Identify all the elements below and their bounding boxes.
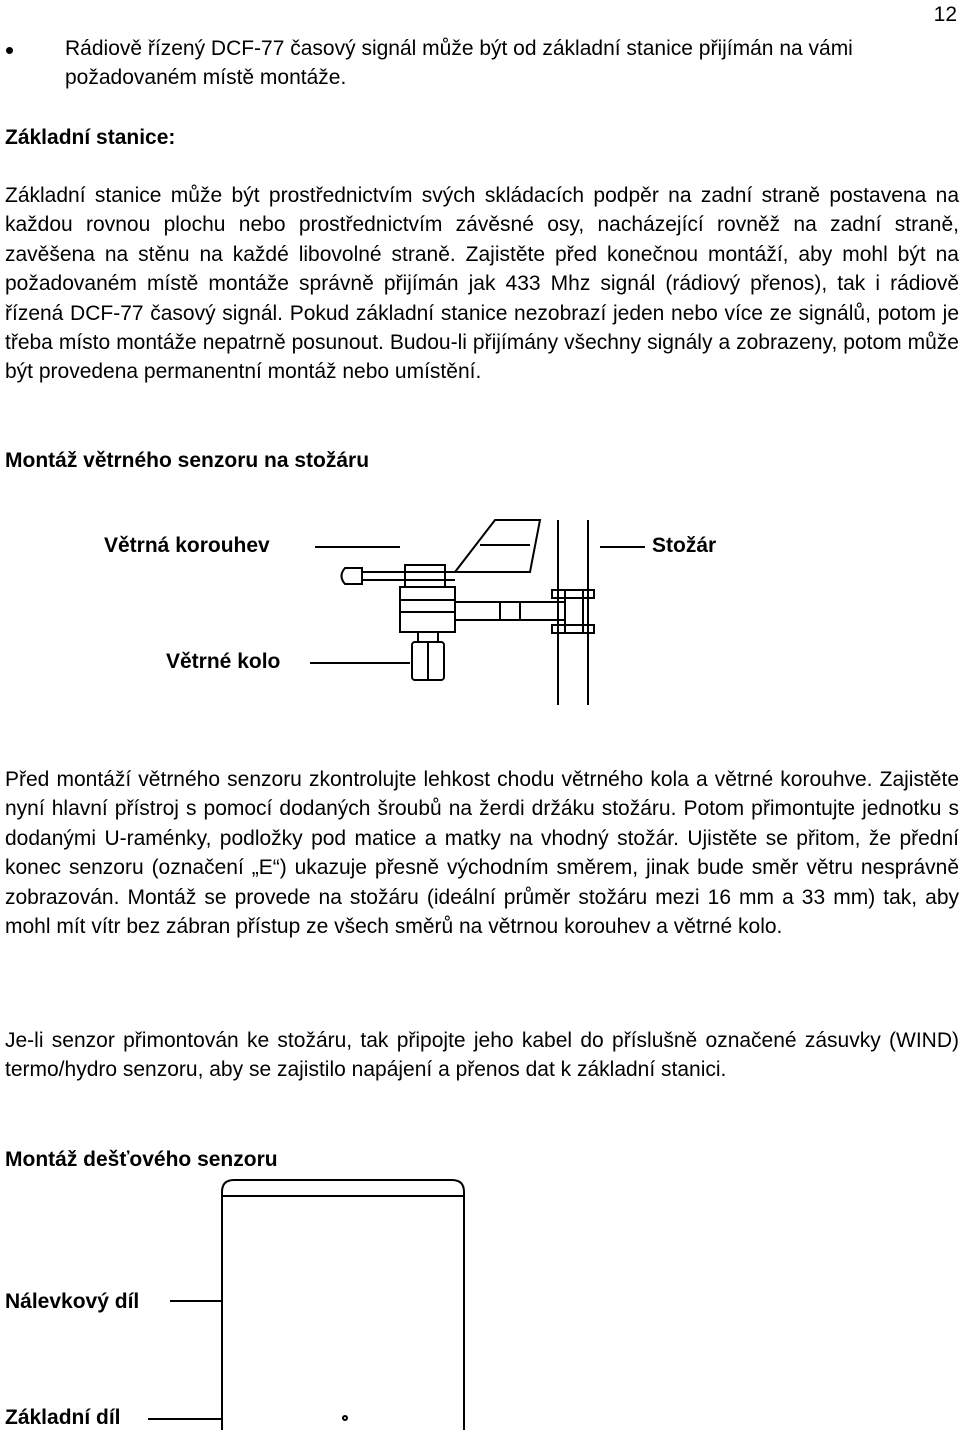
funnel-body: [222, 1180, 464, 1430]
label-wind-vane: Větrná korouhev: [104, 534, 270, 557]
label-funnel-part: Nálevkový díl: [5, 1290, 140, 1313]
vane-hub: [405, 565, 445, 587]
sensor-body: [400, 587, 455, 632]
bullet-dot: [6, 47, 13, 54]
bullet-text: Rádiově řízený DCF-77 časový signál může být od základní stanice přijímán na vámi požadovaném místě montáže.: [65, 37, 853, 90]
wind-sensor-paragraph-1: Před montáží větrného senzoru zkontrolujte lehkost chodu větrného kola a větrné korouhve. Zajistěte nyní hlavní přístroj s pomocí dodaných šroubů na žerdi držáku stožáru. Potom přimontujte jednotku s dodanými U-raménky, podložky pod matice a matky na vhodný stožár. Ujistěte se přitom, že přední konec senzoru (označení „E“) ukazuje přesně východním směrem, jinak bude směr větru nesprávně zobrazován. Montáž se provede na stožáru (ideální průměr stožáru mezi 16 mm a 33 mm) tak, aby mohl mít vítr bez zábran přístup ze všech směrů na větrnou korouhev a větrné kolo.: [5, 768, 959, 939]
label-mast: Stožár: [652, 534, 717, 557]
label-base-part: Základní díl: [5, 1406, 121, 1429]
vane-nose: [342, 568, 363, 584]
base-station-paragraph: Základní stanice může být prostřednictvím svých skládacích podpěr na zadní straně postavena na každou rovnou plochu nebo prostřednictvím závěsné osy, nacházející rovněž na zadní straně, zavěšena na stěnu na každé libovolné straně. Zajistěte před konečnou montáží, aby mohl být na požadovaném místě montáže správně přijímán jak 433 Mhz signál (rádiový přenos), tak i rádiově řízená DCF-77 časový signál. Pokud základní stanice nezobrazí jeden nebo více ze signálů, potom je třeba místo montáže nepatrně posunout. Budou-li přijímány všechny signály a zobrazeny, potom může být provedena permanentní montáž nebo umístění.: [5, 184, 959, 384]
mast-clamp-bottom: [552, 625, 594, 633]
base-station-heading: Základní stanice:: [5, 126, 176, 149]
vane-fin: [455, 520, 540, 572]
page-number: 12: [933, 3, 957, 26]
mast-bracket: [565, 590, 583, 633]
mast-clamp-top: [552, 590, 594, 598]
wind-sensor-heading: Montáž větrného senzoru na stožáru: [5, 449, 370, 472]
wind-sensor-paragraph-2: Je-li senzor přimontován ke stožáru, tak připojte jeho kabel do příslušně označené zásuvky (WIND) termo/hydro senzoru, aby se zajistilo napájení a přenos dat k základní stanici.: [5, 1029, 959, 1082]
label-wind-cups: Větrné kolo: [166, 650, 281, 673]
cups-hub: [418, 632, 438, 642]
wind-cup: [412, 642, 444, 680]
rain-sensor-heading: Montáž dešťového senzoru: [5, 1148, 278, 1171]
